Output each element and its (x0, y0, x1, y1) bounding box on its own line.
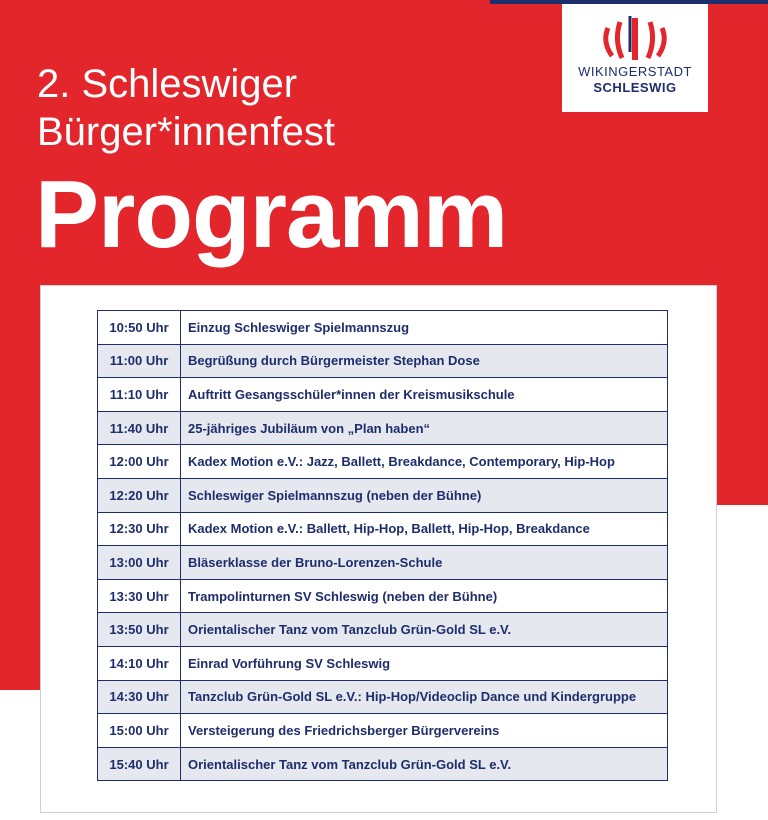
schedule-time: 12:20 Uhr (98, 478, 181, 512)
table-row (98, 512, 668, 546)
schedule-time: 14:10 Uhr (98, 646, 181, 680)
logo-text-line2: SCHLESWIG (593, 80, 677, 95)
schedule-time: 11:40 Uhr (98, 411, 181, 445)
page-title: Programm (35, 161, 508, 268)
table-row (98, 747, 668, 781)
subtitle-line1: 2. Schleswiger (37, 62, 298, 106)
schedule-time: 13:30 Uhr (98, 579, 181, 613)
schedule-time: 10:50 Uhr (98, 311, 181, 345)
table-row (98, 378, 668, 412)
event-subtitle (37, 60, 335, 156)
schedule-time: 12:30 Uhr (98, 512, 181, 546)
schedule-time: 15:40 Uhr (98, 747, 181, 781)
schedule-time: 13:00 Uhr (98, 546, 181, 580)
schedule-event: Orientalischer Tanz vom Tanzclub Grün-Gold SL e.V. (181, 613, 668, 647)
schedule-event: Orientalischer Tanz vom Tanzclub Grün-Gold SL e.V. (181, 747, 668, 781)
schedule-event: Schleswiger Spielmannszug (neben der Bühne) (181, 478, 668, 512)
logo (562, 4, 708, 112)
schedule-event: Begrüßung durch Bürgermeister Stephan Dose (181, 344, 668, 378)
table-row (98, 445, 668, 479)
schedule-event: Tanzclub Grün-Gold SL e.V.: Hip-Hop/Videoclip Dance und Kindergruppe (181, 680, 668, 714)
table-row (98, 579, 668, 613)
viking-ship-icon (600, 14, 670, 60)
schedule-event: Trampolinturnen SV Schleswig (neben der Bühne) (181, 579, 668, 613)
subtitle-line2: Bürger*innenfest (37, 110, 335, 154)
schedule-time: 14:30 Uhr (98, 680, 181, 714)
schedule-event: Einzug Schleswiger Spielmannszug (181, 311, 668, 345)
schedule-event: Auftritt Gesangsschüler*innen der Kreismusikschule (181, 378, 668, 412)
schedule-table (97, 310, 668, 781)
schedule-event: Bläserklasse der Bruno-Lorenzen-Schule (181, 546, 668, 580)
schedule-time: 11:00 Uhr (98, 344, 181, 378)
schedule-event: Kadex Motion e.V.: Ballett, Hip-Hop, Ballett, Hip-Hop, Breakdance (181, 512, 668, 546)
table-row (98, 680, 668, 714)
table-row (98, 411, 668, 445)
schedule-event: Einrad Vorführung SV Schleswig (181, 646, 668, 680)
logo-text-line1: WIKINGERSTADT (578, 64, 692, 79)
table-row (98, 311, 668, 345)
schedule-time: 13:50 Uhr (98, 613, 181, 647)
schedule-time: 15:00 Uhr (98, 714, 181, 748)
table-row (98, 546, 668, 580)
schedule-event: 25-jähriges Jubiläum von „Plan haben“ (181, 411, 668, 445)
table-row (98, 478, 668, 512)
schedule-event: Versteigerung des Friedrichsberger Bürgervereins (181, 714, 668, 748)
table-row (98, 714, 668, 748)
table-row (98, 613, 668, 647)
schedule-time: 11:10 Uhr (98, 378, 181, 412)
schedule-time: 12:00 Uhr (98, 445, 181, 479)
schedule-event: Kadex Motion e.V.: Jazz, Ballett, Breakdance, Contemporary, Hip-Hop (181, 445, 668, 479)
table-row (98, 646, 668, 680)
table-row (98, 344, 668, 378)
